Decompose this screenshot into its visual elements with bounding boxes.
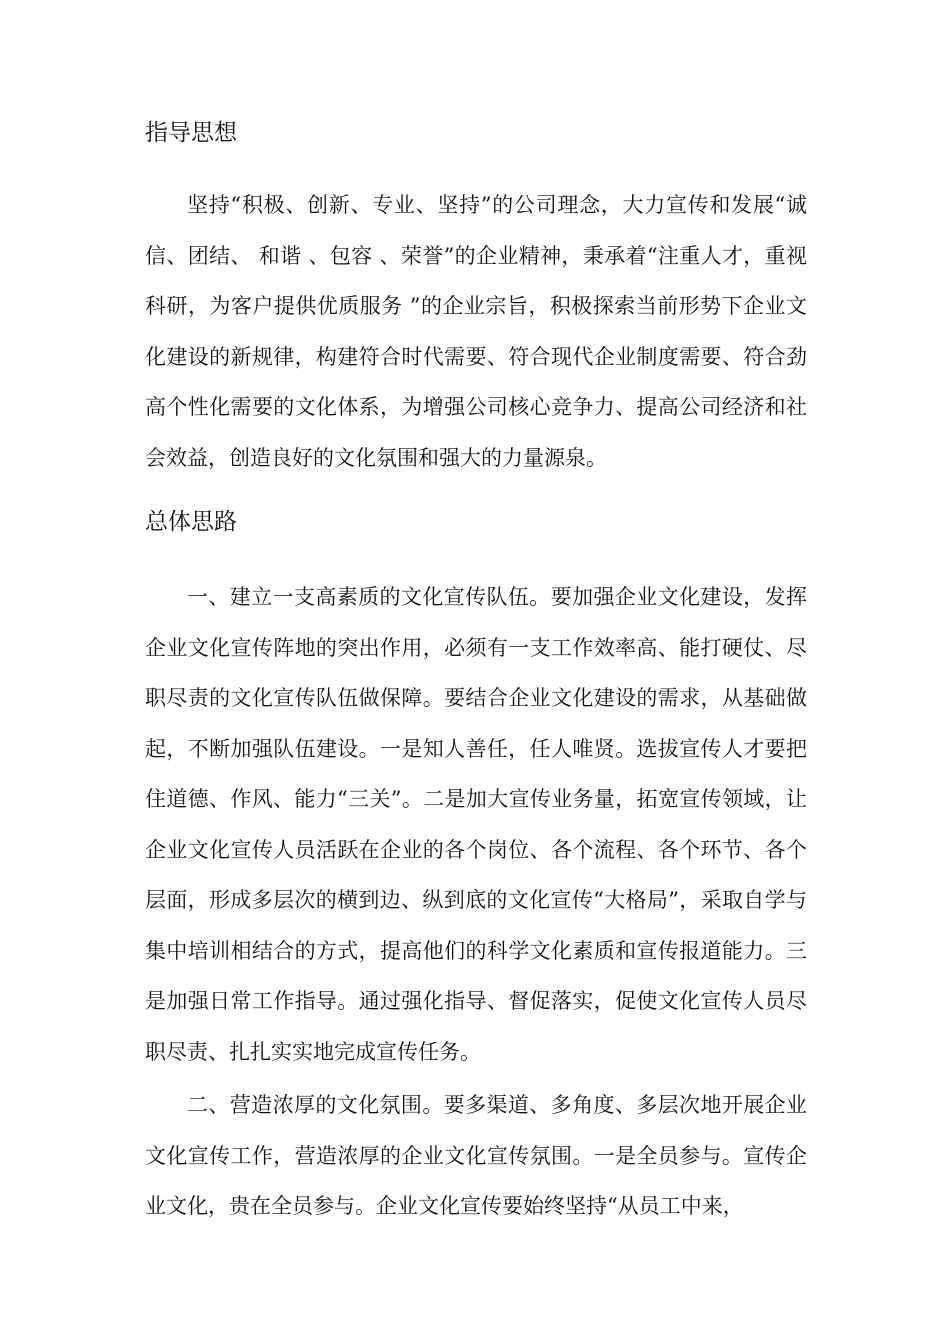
paragraph-point-two: 二、营造浓厚的文化氛围。要多渠道、多角度、多层次地开展企业文化宣传工作，营造浓厚的企业文化宣传氛围。一是全员参与。宣传企业文化，贵在全员参与。企业文化宣传要始终坚持“从员工中来， xyxy=(145,1093,807,1218)
heading-overall-approach: 总体思路 xyxy=(145,509,237,535)
paragraph-guiding-ideology: 坚持“积极、创新、专业、坚持”的公司理念，大力宣传和发展“诚信、团结、 和谐 、包容 、荣誉”的企业精神，秉承着“注重人才，重视科研，为客户提供优质服务 ”的企业宗旨，积极探索当前形势下企业文化建设的新规律，构建符合时代需要、符合现代企业制度需要、符合劲高个性化需要的文化体系，为增强公司核心竞争力、提高公司经济和社会效益，创造良好的文化氛围和强大的力量源泉。 xyxy=(145,193,807,470)
paragraph-point-one: 一、建立一支高素质的文化宣传队伍。要加强企业文化建设，发挥企业文化宣传阵地的突出作用，必须有一支工作效率高、能打硬仗、尽职尽责的文化宣传队伍做保障。要结合企业文化建设的需求，从基础做起，不断加强队伍建设。一是知人善任，任人唯贤。选拔宣传人才要把住道德、作风、能力“三关”。二是加大宣传业务量，拓宽宣传领域，让企业文化宣传人员活跃在企业的各个岗位、各个流程、各个环节、各个层面，形成多层次的横到边、纵到底的文化宣传“大格局”，采取自学与集中培训相结合的方式，提高他们的科学文化素质和宣传报道能力。三是加强日常工作指导。通过强化指导、督促落实，促使文化宣传人员尽职尽责、扎扎实实地完成宣传任务。 xyxy=(145,585,807,1064)
heading-guiding-ideology: 指导思想 xyxy=(145,120,237,146)
